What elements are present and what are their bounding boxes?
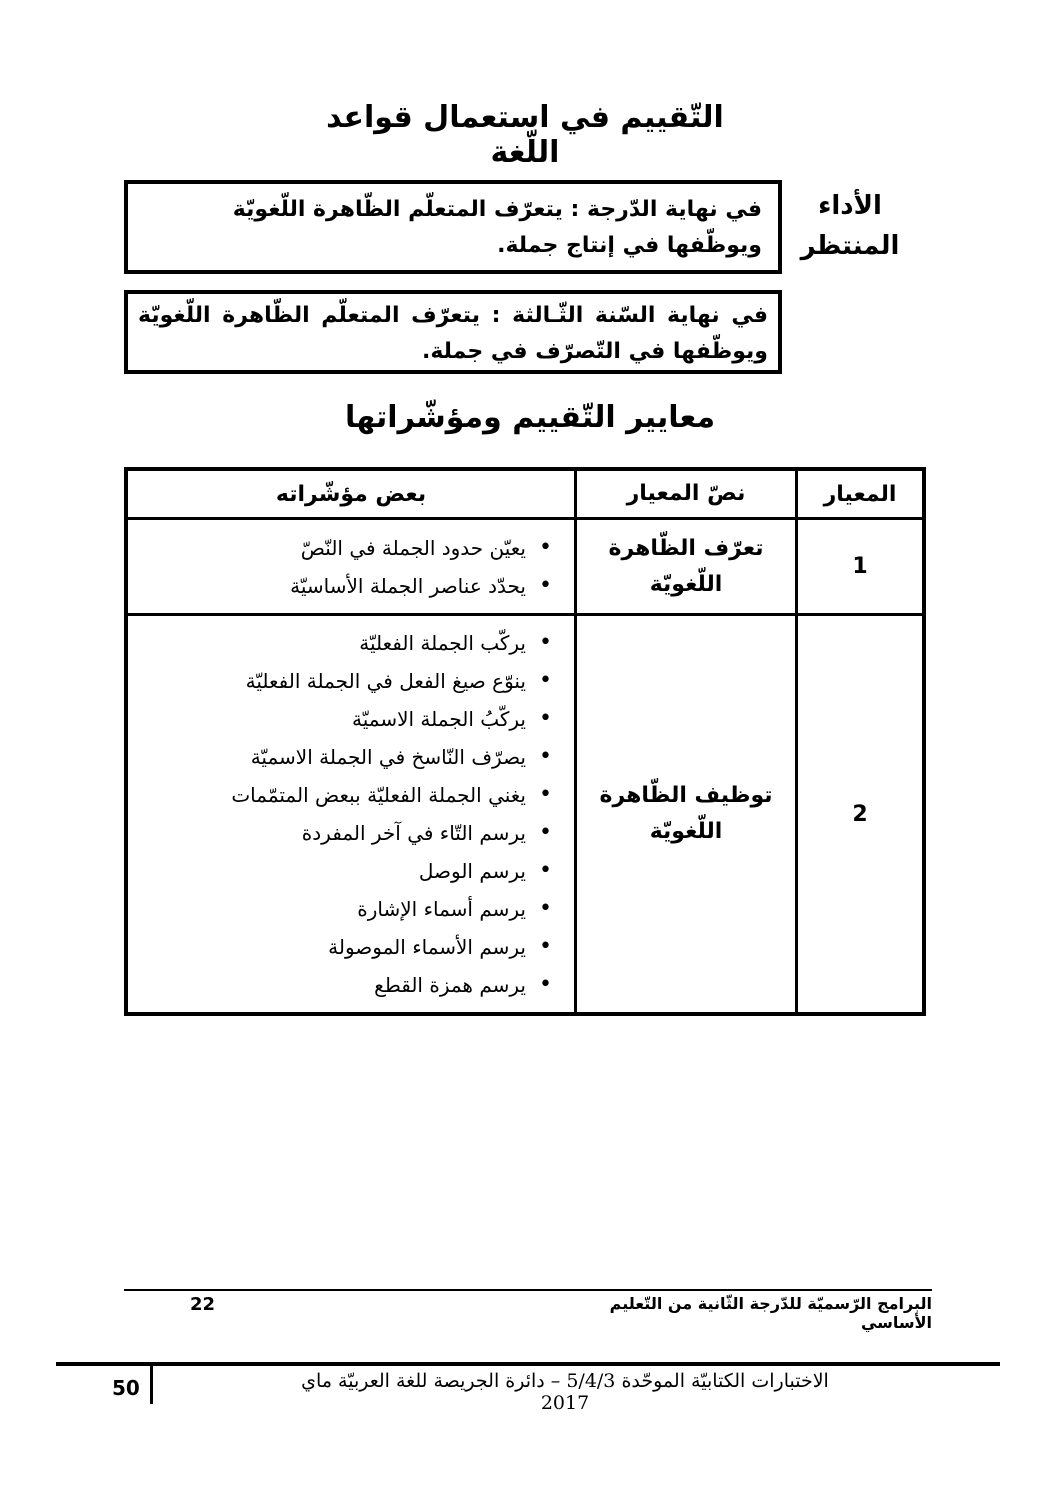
stage-performance-text: في نهاية الدّرجة : يتعرّف المتعلّم الظّاهرة اللّغويّة ويوظّفها في إنتاج جملة. (232, 197, 762, 258)
indicators-cell (126, 615, 576, 1015)
bottom-divider (56, 1362, 1000, 1366)
year-performance-text: في نهاية السّنة الثّـالثة : يتعرّف المتعلّم الظّاهرة اللّغويّة ويوظّفها في التّصرّف في جملة. (138, 303, 768, 364)
indicator-list (142, 624, 560, 1004)
indicator-item: • يحدّد عناصر الجملة الأساسيّة (142, 567, 526, 605)
bottom-caption: الاختبارات الكتابيّة الموحّدة 5/4/3 – دائرة الجريصة للغة العربيّة ماي 2017 (301, 1370, 829, 1414)
header-indicators: بعض مؤشّراته (126, 469, 576, 519)
indicator-item: • يغني الجملة الفعليّة ببعض المتمّمات (142, 776, 526, 814)
inner-page-number: 22 (190, 1294, 216, 1315)
indicator-item: • يرسم التّاء في آخر المفردة (142, 814, 526, 852)
indicator-item: • يرسم أسماء الإشارة (142, 890, 526, 928)
criteria-title: معايير التّقييم ومؤشّراتها (344, 400, 716, 435)
indicator-item: • يرسم الأسماء الموصولة (142, 928, 526, 966)
indicator-item: • ينوّع صيغ الفعل في الجملة الفعليّة (142, 662, 526, 700)
indicator-item: • يركّب الجملة الفعليّة (142, 624, 526, 662)
page-title: التّقييم في استعمال قواعد اللّغة (326, 100, 724, 170)
page-number: 50 (112, 1376, 140, 1400)
indicator-list (142, 529, 560, 605)
indicator-item: • يرسم همزة القطع (142, 966, 526, 1004)
program-title: البرامج الرّسميّة للدّرجة الثّانية من التّعليم الأساسي (609, 1294, 932, 1332)
indicators-cell (126, 519, 576, 615)
indicator-item: • يركّبُ الجملة الاسميّة (142, 700, 526, 738)
table-row (126, 519, 924, 615)
table-row (126, 615, 924, 1015)
year-performance-box (124, 290, 782, 374)
header-criterion-text: نصّ المعيار (576, 469, 797, 519)
criterion-text: تعرّف الظّاهرة اللّغويّة (576, 519, 797, 615)
expected-performance-label: الأداء المنتظر (800, 191, 900, 261)
indicator-item: • يصرّف النّاسخ في الجملة الاسميّة (142, 738, 526, 776)
criterion-text: توظيف الظّاهرة اللّغويّة (576, 615, 797, 1015)
page-number-divider (150, 1362, 153, 1404)
criteria-table (124, 467, 926, 1016)
stage-performance-box (124, 180, 782, 274)
table-header-row (126, 469, 924, 519)
criterion-number: 2 (797, 615, 925, 1015)
criterion-number: 1 (797, 519, 925, 615)
indicator-item: • يرسم الوصل (142, 852, 526, 890)
header-criterion: المعيار (797, 469, 925, 519)
footer-divider (124, 1289, 932, 1291)
indicator-item: • يعيّن حدود الجملة في النّصّ (142, 529, 526, 567)
